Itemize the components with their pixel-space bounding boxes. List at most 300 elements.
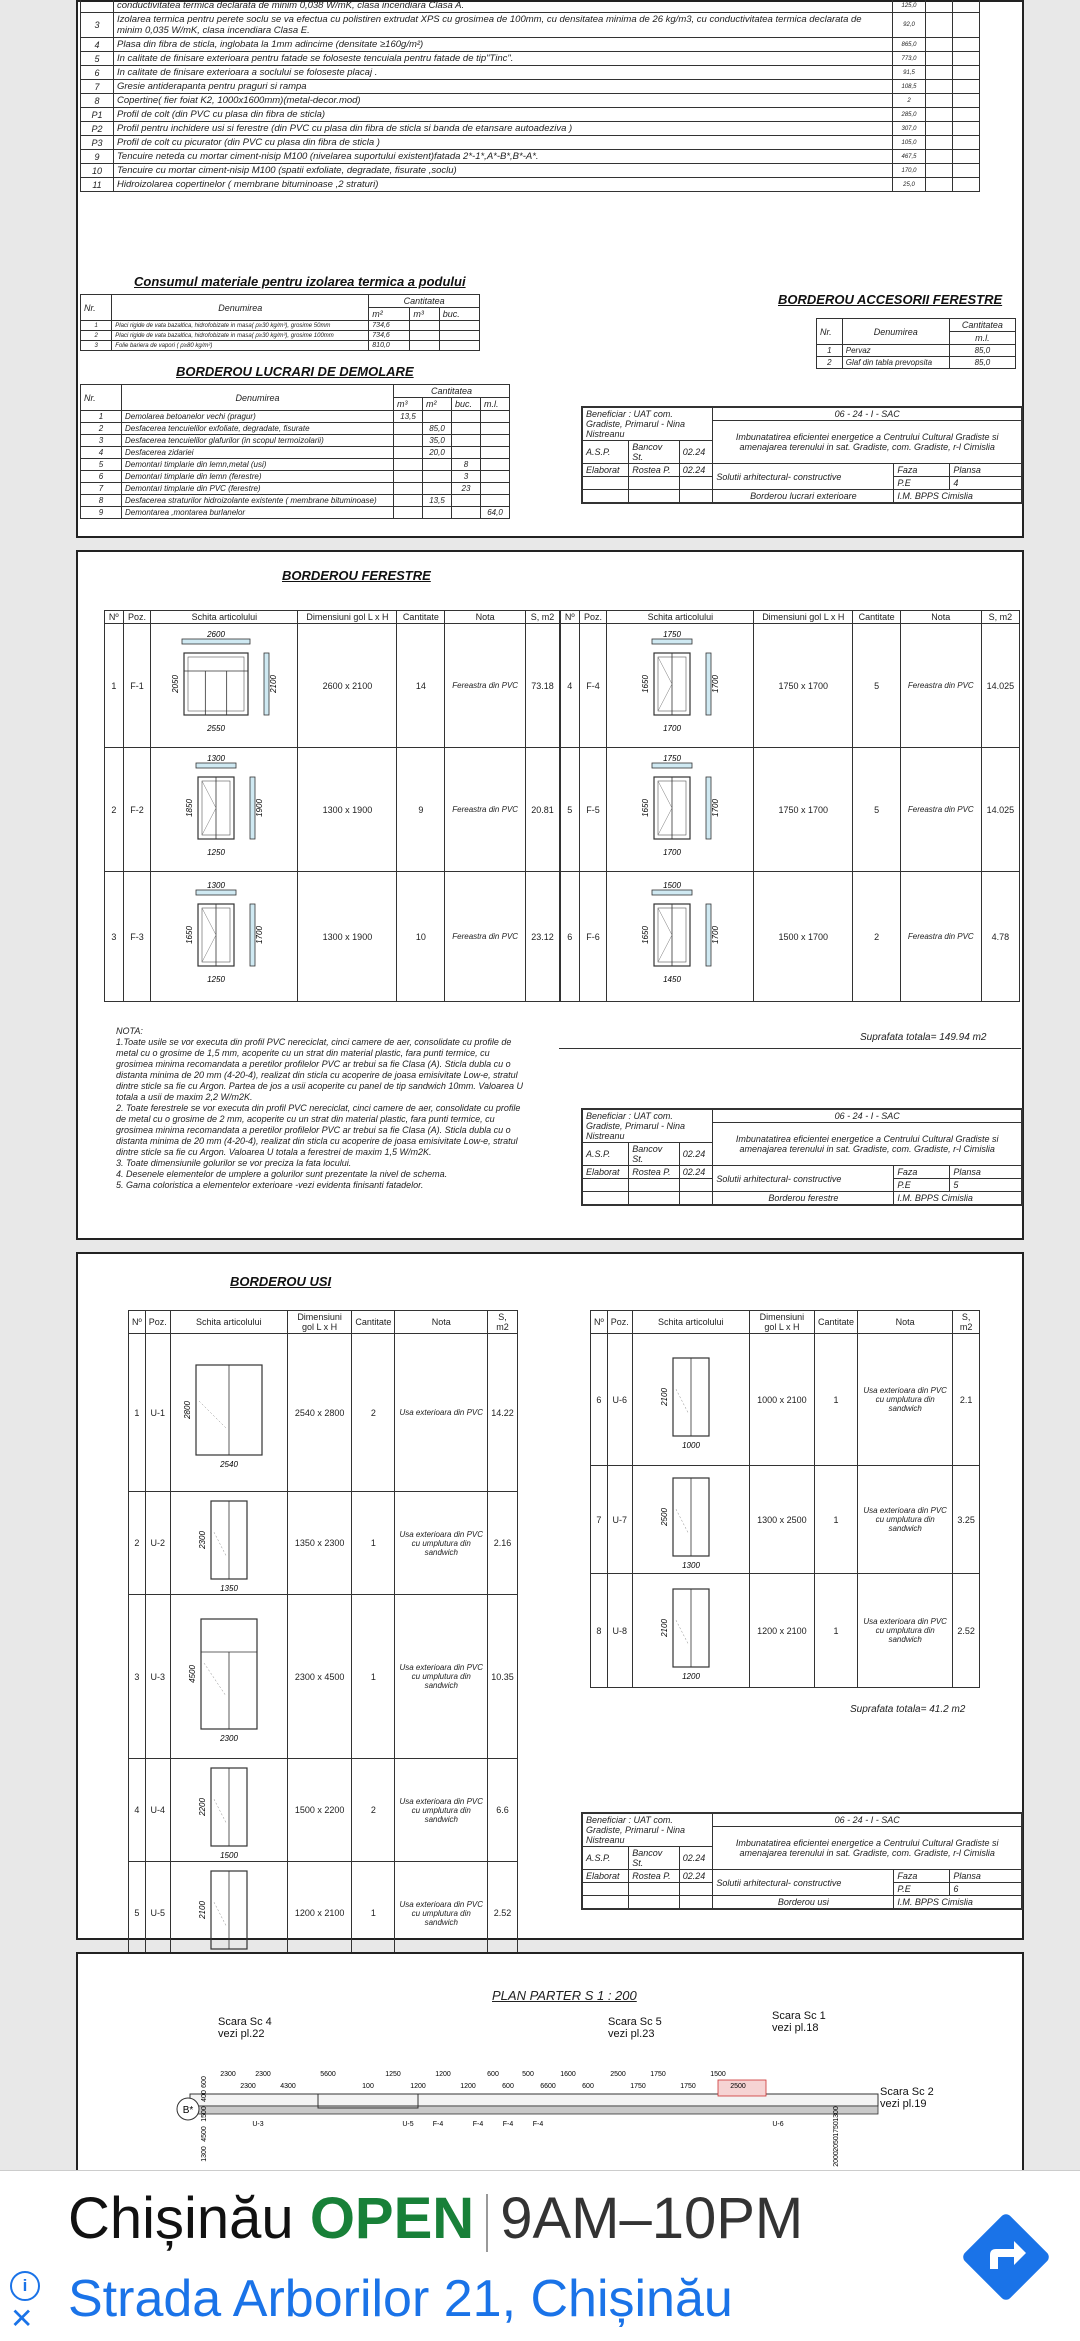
row-empty [926, 108, 953, 122]
sketch-line [658, 935, 672, 962]
row-cant: 1 [815, 1574, 858, 1688]
firm: I.M. BPPS Cimislia [894, 1192, 1022, 1205]
sheet-title: Borderou lucrari exterioare [713, 490, 894, 503]
row-s: 20.81 [526, 748, 560, 872]
row-text: Glaf din tabla prevopsita [842, 357, 949, 369]
row-empty [953, 13, 980, 38]
row-nr: 9 [81, 150, 114, 164]
row-m3 [394, 495, 423, 507]
axis-label: B* [182, 2105, 194, 2116]
col-schita: Schita articolului [151, 611, 298, 624]
sheet-borderou-ferestre [76, 550, 1024, 1240]
sketch-line [196, 890, 236, 895]
note-line: 2. Toate ferestrele se vor executa din profil PVC nereciclat, cinci camere de aer, consolidate cu profile de metal cu o grosime de 2 mm, acoperite cu un strat din material plastic, fara punti termice, cu grosimea minima recomandata a peretilor profilelor PVC ar trebui sa fie Clasa (A). Sticla dubla cu o distanta minima de 20 mm (4-20-4), realizat din sticla cu acoperire de joasa emisivitate Low-e, stratul dintre sticle sa fie cu Argon. Valoarea U totala a ferestrei de maxim 1,5 W/m2K. [116, 1103, 521, 1157]
dim-label: 1200 [460, 2083, 476, 2090]
row-buc [452, 447, 481, 459]
row-qty: 773,0 [893, 52, 926, 66]
elab-label: Elaborat [583, 464, 629, 477]
row-nota: Usa exterioara din PVC cu umplutura din sandwich [395, 1492, 488, 1595]
sketch-line [204, 1663, 226, 1696]
row-s: 10.35 [488, 1595, 518, 1759]
col-s: S, m2 [526, 611, 560, 624]
solutii: Solutii arhitectural- constructive [713, 1166, 894, 1192]
row-nr: 5 [81, 52, 114, 66]
row-cant: 9 [397, 748, 445, 872]
row-buc: 23 [452, 483, 481, 495]
row-nota: Fereastra din PVC [445, 872, 526, 1002]
row-text: Hidroizolarea copertinelor ( membrane bituminoase ,2 straturi) [114, 178, 893, 192]
dim-label: 4300 [280, 2083, 296, 2090]
solutii: Solutii arhitectural- constructive [713, 464, 894, 490]
dim-width: 1200 [681, 1671, 700, 1681]
table-row [81, 321, 480, 331]
row-nr: 1 [81, 321, 112, 331]
dim-top: 1750 [663, 630, 682, 639]
table-row [129, 1334, 518, 1492]
row-text: Desfacerea zidariei [122, 447, 394, 459]
row-n: 5 [561, 748, 580, 872]
row-nr: 8 [81, 495, 122, 507]
dim-side2: 1700 [255, 925, 265, 944]
window-sketch [612, 755, 748, 865]
col-nota: Nota [900, 611, 981, 624]
row-nr: 3 [81, 435, 122, 447]
row-empty [926, 0, 953, 13]
row-sketch [151, 748, 298, 872]
row-sketch [632, 1574, 749, 1688]
row-sketch [151, 624, 298, 748]
row-text: Desfacerea tencuielilor exfoliate, degradate, fisurate [122, 423, 394, 435]
row-qty: 92,0 [893, 13, 926, 38]
consum-table [80, 294, 480, 351]
row-text: Placi rigide de vata bazaltica, hidrofobizate in masa( ρ≥30 kg/m³), grosime 50mm [112, 321, 369, 331]
col-n: Nº [105, 611, 124, 624]
row-buc [452, 495, 481, 507]
table-row [81, 150, 980, 164]
dim-side: 1650 [641, 674, 651, 693]
sketch-line [652, 639, 692, 644]
col-cant: Cantitatea [369, 295, 480, 308]
row-m2 [423, 459, 452, 471]
row-n: 8 [591, 1574, 608, 1688]
faza: P.E [894, 477, 950, 490]
row-dim: 1200 x 2100 [749, 1574, 814, 1688]
ad-separator [486, 2194, 488, 2252]
row-text: Profil de colt cu picurator (din PVC cu plasa din fibra de sticla ) [114, 136, 893, 150]
table-row [81, 136, 980, 150]
label-sc5-ref: vezi pl.23 [608, 2028, 655, 2040]
ferestre-total: Suprafata totala= 149.94 m2 [860, 1032, 987, 1043]
row-m2 [423, 411, 452, 423]
door-sketch [174, 1611, 284, 1743]
project-name: Imbunatatirea eficientei energetice a Centrului Cultural Gradiste si amenajarea terenului in sat. Gradiste, com. Gradiste, r-l Cimislia [713, 421, 1022, 464]
row-poz: U-6 [607, 1334, 632, 1466]
materials-table [80, 0, 980, 192]
row-empty [953, 108, 980, 122]
row-ml: 85,0 [949, 357, 1015, 369]
label-sc1-ref: vezi pl.18 [772, 2022, 819, 2034]
plan-title: PLAN PARTER S 1 : 200 [492, 1988, 637, 2003]
dim-height: 2500 [659, 1507, 669, 1526]
row-nota: Fereastra din PVC [445, 624, 526, 748]
plan-wall [190, 2106, 878, 2114]
row-ml: 85,0 [949, 345, 1015, 357]
col-poz: Poz. [607, 1311, 632, 1334]
row-ml [481, 435, 510, 447]
row-m2 [423, 471, 452, 483]
elab-name: Rostea P. [629, 1166, 679, 1179]
row-sketch [170, 1595, 287, 1759]
row-buc [452, 435, 481, 447]
row-empty [953, 66, 980, 80]
row-poz: F-6 [579, 872, 607, 1002]
row-text: conductivitatea termica declarata de minim 0,038 W/mK, clasa incendiara Clasa A. [114, 0, 893, 13]
project-code: 06 - 24 - I - SAC [713, 1814, 1022, 1827]
row-text: In calitate de finisare exterioara a soclului se foloseste placaj . [114, 66, 893, 80]
sketch-line [202, 908, 216, 935]
dim-bottom: 2550 [207, 723, 226, 733]
faza-h: Faza [894, 464, 950, 477]
row-qty: 307,0 [893, 122, 926, 136]
row-poz: F-1 [123, 624, 151, 748]
row-nr: 1 [817, 345, 843, 357]
col-cant: Cantitatea [949, 319, 1015, 332]
row-poz: U-8 [607, 1574, 632, 1688]
row-n: 2 [105, 748, 124, 872]
row-text: Profil de colt (din PVC cu plasa din fibra de sticla) [114, 108, 893, 122]
dim-top: 1300 [207, 881, 226, 890]
table-row [81, 38, 980, 52]
row-nr [81, 0, 114, 13]
door-tag: F-4 [472, 2121, 484, 2128]
dim-height: 2200 [197, 1798, 207, 1816]
vert-dim: 1750 [833, 2121, 840, 2137]
plan-wall [190, 2094, 878, 2106]
table-row [129, 1862, 518, 1965]
row-nr: 6 [81, 66, 114, 80]
row-m2: 810,0 [369, 341, 410, 351]
table-row [591, 1466, 980, 1574]
col-dim: Dimensiuni gol L x H [287, 1311, 352, 1334]
door-sketch [174, 1863, 284, 1963]
col-den: Denumirea [112, 295, 369, 321]
col-cant: Cantitate [815, 1311, 858, 1334]
table-row [105, 624, 560, 748]
map-ad-banner[interactable] [0, 2170, 1080, 2341]
row-m2: 13,5 [423, 495, 452, 507]
col-s: S, m2 [981, 611, 1019, 624]
sketch-line [214, 1902, 226, 1925]
table-row [817, 357, 1016, 369]
row-poz: U-3 [145, 1595, 170, 1759]
row-nota: Usa exterioara din PVC cu umplutura din sandwich [858, 1574, 953, 1688]
door-tag: U-6 [772, 2121, 784, 2128]
table-row [81, 471, 510, 483]
row-text: Gresie antiderapanta pentru praguri si rampa [114, 80, 893, 94]
row-empty [953, 178, 980, 192]
dim-width: 1300 [681, 1560, 700, 1570]
row-cant: 1 [815, 1466, 858, 1574]
row-empty [926, 122, 953, 136]
col-n: Nº [591, 1311, 608, 1334]
sketch-line [182, 639, 250, 644]
door-tag: F-4 [432, 2121, 444, 2128]
faza: P.E [894, 1883, 950, 1896]
row-cant: 5 [853, 624, 901, 748]
dim-label: 600 [487, 2071, 499, 2078]
faza-h: Faza [894, 1166, 950, 1179]
row-empty [926, 52, 953, 66]
row-dim: 1300 x 2500 [749, 1466, 814, 1574]
col-nr: Nr. [81, 385, 122, 411]
col-m3: m³ [394, 398, 423, 411]
door-tag: F-4 [502, 2121, 514, 2128]
dim-label: 600 [582, 2083, 594, 2090]
directions-icon[interactable] [960, 2211, 1052, 2303]
col-schita: Schita articolului [632, 1311, 749, 1334]
table-row [81, 435, 510, 447]
dim-label: 500 [522, 2071, 534, 2078]
col-poz: Poz. [145, 1311, 170, 1334]
col-n: Nº [129, 1311, 146, 1334]
col-cant: Cantitate [352, 1311, 395, 1334]
row-text: Demolarea betoanelor vechi (pragur) [122, 411, 394, 423]
beneficiar: Beneficiar : UAT com. Gradiste, Primarul - Nina Nistreanu [583, 1110, 713, 1143]
row-nr: P3 [81, 136, 114, 150]
sketch-line [658, 684, 672, 711]
row-m3 [394, 459, 423, 471]
table-row [817, 345, 1016, 357]
sketch-line [202, 935, 216, 962]
table-row [81, 331, 480, 341]
row-m2: 734,6 [369, 321, 410, 331]
ad-address[interactable]: Strada Arborilor 21, Chișinău [68, 2270, 733, 2328]
dim-label: 1750 [650, 2071, 666, 2078]
row-text: Tencuire cu mortar ciment-nisip M100 (spatii exfoliate, degradate, fisurate ,soclu) [114, 164, 893, 178]
row-cant: 14 [397, 624, 445, 748]
dim-label: 1200 [410, 2083, 426, 2090]
row-empty [953, 52, 980, 66]
col-m3: m³ [410, 308, 439, 321]
row-qty: 170,0 [893, 164, 926, 178]
row-buc: 3 [452, 471, 481, 483]
row-n: 1 [105, 624, 124, 748]
row-buc [452, 507, 481, 519]
row-ml: 64,0 [481, 507, 510, 519]
elab-label: Elaborat [583, 1870, 629, 1883]
row-poz: U-7 [607, 1466, 632, 1574]
consum-title: Consumul materiale pentru izolarea termica a podului [134, 274, 466, 289]
note-line: NOTA: [116, 1026, 143, 1036]
ad-hours: 9AM–10PM [500, 2186, 804, 2251]
dim-height: 2100 [659, 1618, 669, 1637]
row-ml [481, 495, 510, 507]
ad-city: Chișinău [68, 2186, 294, 2251]
col-schita: Schita articolului [170, 1311, 287, 1334]
row-qty: 467,5 [893, 150, 926, 164]
table-row [81, 13, 980, 38]
row-dim: 1200 x 2100 [287, 1862, 352, 1965]
ad-headline[interactable] [68, 2185, 803, 2252]
row-m2: 20,0 [423, 447, 452, 459]
row-nr: 5 [81, 459, 122, 471]
door-sketch [636, 1470, 746, 1570]
row-text: Folie bariera de vapori ( ρ≥80 kg/m²) [112, 341, 369, 351]
row-qty: 125,0 [893, 0, 926, 13]
row-text: Plasa din fibra de sticla, inglobata la 1mm adincime (densitate ≥160g/m²) [114, 38, 893, 52]
sketch-line [202, 781, 216, 808]
row-poz: F-2 [123, 748, 151, 872]
door-sketch [636, 1581, 746, 1681]
row-buc [452, 423, 481, 435]
usi-total: Suprafata totala= 41.2 m2 [850, 1704, 966, 1715]
sketch-line [214, 1532, 226, 1555]
row-n: 3 [129, 1595, 146, 1759]
elab-date: 02.24 [679, 1870, 713, 1883]
sheet-plan-parter [76, 1952, 1024, 2182]
row-poz: U-5 [145, 1862, 170, 1965]
table-row [591, 1574, 980, 1688]
col-s: S, m2 [488, 1311, 518, 1334]
door-sketch [636, 1350, 746, 1450]
plansa-h: Plansa [950, 1870, 1022, 1883]
row-m3: 13,5 [394, 411, 423, 423]
plansa: 6 [950, 1883, 1022, 1896]
row-nr: 9 [81, 507, 122, 519]
project-name: Imbunatatirea eficientei energetice a Centrului Cultural Gradiste si amenajarea terenului in sat. Gradiste, com. Gradiste, r-l Cimislia [713, 1123, 1022, 1166]
row-nr: 2 [81, 331, 112, 341]
ferestre-title: BORDEROU FERESTRE [282, 568, 431, 583]
row-n: 5 [129, 1862, 146, 1965]
info-icon[interactable]: i [10, 2271, 40, 2301]
close-icon[interactable]: ✕ [10, 2303, 34, 2334]
row-nr: 1 [81, 411, 122, 423]
row-nr: 3 [81, 341, 112, 351]
sketch-line [676, 1620, 688, 1643]
row-empty [926, 164, 953, 178]
dim-bottom: 1700 [663, 723, 682, 733]
table-row [561, 624, 1020, 748]
row-nr: 4 [81, 38, 114, 52]
row-ml [481, 483, 510, 495]
row-nr: 7 [81, 80, 114, 94]
table-row [81, 94, 980, 108]
row-s: 14.025 [981, 748, 1019, 872]
vert-dim: 4500 [201, 2126, 208, 2142]
asp-date: 02.24 [679, 1847, 713, 1870]
vert-dim: 400 [201, 2090, 208, 2102]
faza-h: Faza [894, 1870, 950, 1883]
asp-label: A.S.P. [583, 441, 629, 464]
row-ml [481, 459, 510, 471]
ad-status: OPEN [309, 2186, 475, 2251]
dim-label: 2500 [610, 2071, 626, 2078]
sheet-borderou-usi [76, 1252, 1024, 1940]
row-empty [926, 136, 953, 150]
asp-date: 02.24 [679, 441, 713, 464]
row-nota: Fereastra din PVC [900, 748, 981, 872]
row-dim: 2540 x 2800 [287, 1334, 352, 1492]
row-empty [410, 321, 439, 331]
ferestre-notes [116, 1026, 526, 1191]
dim-side2: 1900 [255, 798, 265, 817]
row-empty [439, 331, 479, 341]
elab-label: Elaborat [583, 1166, 629, 1179]
sketch-line [214, 1799, 226, 1822]
row-text: Izolarea termica pentru perete soclu se va efectua cu polistiren extrudat XPS cu grosimea de 100mm, cu densitatea minima de 26 kg/m3, cu conductivitatea termica declarata de minim 0,035 W/mK, clasa incendiara Clasa E. [114, 13, 893, 38]
row-n: 6 [561, 872, 580, 1002]
table-row [81, 507, 510, 519]
row-dim: 1750 x 1700 [754, 748, 853, 872]
dim-side2: 1700 [711, 798, 721, 817]
project-code: 06 - 24 - I - SAC [713, 408, 1022, 421]
row-nr: P1 [81, 108, 114, 122]
dim-height: 2100 [197, 1901, 207, 1919]
asp-name: Bancov St. [629, 441, 679, 464]
row-nota: Usa exterioara din PVC cu umplutura din sandwich [395, 1862, 488, 1965]
row-dim: 1300 x 1900 [298, 748, 397, 872]
label-sc4-name: Scara Sc 4 [218, 2016, 272, 2028]
vert-dim: 2000 [833, 2151, 840, 2167]
row-empty [953, 136, 980, 150]
door-sketch [174, 1493, 284, 1593]
row-poz: F-3 [123, 872, 151, 1002]
row-s: 3.25 [953, 1466, 980, 1574]
plansa: 5 [950, 1179, 1022, 1192]
row-dim: 1300 x 1900 [298, 872, 397, 1002]
door-tag: F-4 [532, 2121, 544, 2128]
row-m3 [394, 471, 423, 483]
row-dim: 1000 x 2100 [749, 1334, 814, 1466]
elab-date: 02.24 [679, 1166, 713, 1179]
row-text: Profil pentru inchidere usi si ferestre (din PVC cu plasa din fibra de sticla si banda de etansare autoadeziva ) [114, 122, 893, 136]
row-text: Demontari timplarie din lemn (ferestre) [122, 471, 394, 483]
sketch-line [652, 763, 692, 768]
dim-label: 100 [362, 2083, 374, 2090]
dim-label: 2300 [220, 2071, 236, 2078]
table-row [81, 495, 510, 507]
note-line: 3. Toate dimensiunile golurilor se vor preciza la fata locului. [116, 1158, 352, 1168]
usi-title: BORDEROU USI [230, 1274, 332, 1289]
row-sketch [170, 1334, 287, 1492]
dim-side: 1650 [641, 925, 651, 944]
row-poz: F-4 [579, 624, 607, 748]
row-nota: Fereastra din PVC [445, 748, 526, 872]
row-empty [926, 94, 953, 108]
door-tag: U-3 [252, 2121, 264, 2128]
col-m2: m² [369, 308, 410, 321]
usi-table-right [590, 1310, 980, 1688]
row-sketch [170, 1862, 287, 1965]
row-sketch [607, 748, 754, 872]
row-s: 14.22 [488, 1334, 518, 1492]
row-n: 4 [561, 624, 580, 748]
beneficiar: Beneficiar : UAT com. Gradiste, Primarul - Nina Nistreanu [583, 408, 713, 441]
row-nr: P2 [81, 122, 114, 136]
row-nr: 10 [81, 164, 114, 178]
sketch-line [188, 657, 244, 711]
ferestre-table-left [104, 610, 560, 1002]
table-row [81, 459, 510, 471]
sheet-title: Borderou ferestre [713, 1192, 894, 1205]
label-sc5-name: Scara Sc 5 [608, 2016, 662, 2028]
col-m2: m² [423, 398, 452, 411]
label-sc1-name: Scara Sc 1 [772, 2010, 826, 2022]
row-qty: 285,0 [893, 108, 926, 122]
col-nr: Nr. [817, 319, 843, 345]
table-row [81, 411, 510, 423]
row-sketch [170, 1759, 287, 1862]
